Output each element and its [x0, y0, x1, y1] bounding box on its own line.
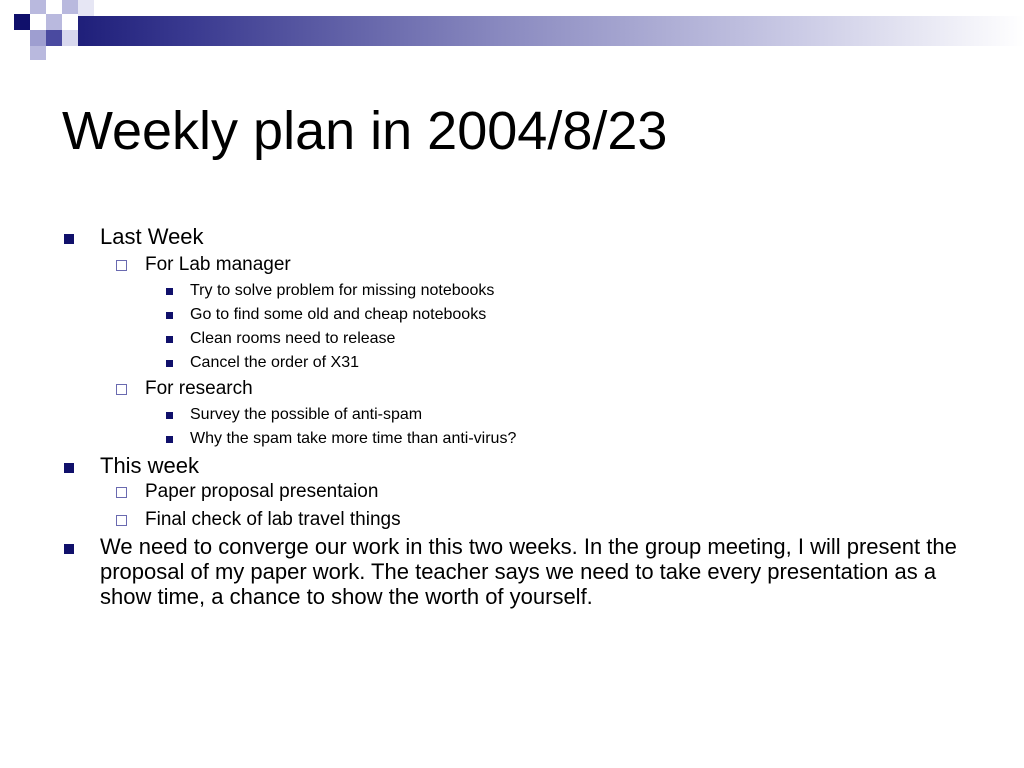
list-item	[62, 351, 982, 375]
square-bullet-icon	[166, 412, 173, 419]
square-bullet-icon	[166, 336, 173, 343]
bullet-lab-manager	[62, 251, 982, 279]
header-gradient-bar	[78, 16, 1024, 46]
bullet-text: Cancel the order of X31	[190, 354, 359, 371]
decor-square	[30, 30, 46, 46]
bullet-text: Why the spam take more time than anti-virus?	[190, 430, 517, 447]
list-item	[62, 478, 982, 506]
hollow-square-bullet-icon	[116, 384, 127, 395]
list-item	[62, 427, 982, 451]
bullet-text: Last Week	[100, 224, 204, 249]
square-bullet-icon	[64, 544, 74, 554]
decor-square	[14, 14, 30, 30]
list-item	[62, 506, 982, 534]
square-bullet-icon	[64, 463, 74, 473]
square-bullet-icon	[166, 360, 173, 367]
square-bullet-icon	[166, 312, 173, 319]
decor-square	[30, 0, 46, 14]
square-bullet-icon	[166, 288, 173, 295]
bullet-last-week	[62, 224, 982, 249]
bullet-text: We need to converge our work in this two weeks. In the group meeting, I will present the proposal of my paper work. The teacher says we need to take every presentation as a show time, a chance to show the worth of yourself.	[100, 534, 957, 609]
square-bullet-icon	[64, 234, 74, 244]
bullet-text: For Lab manager	[145, 254, 291, 275]
list-item	[62, 279, 982, 303]
bullet-text: This week	[100, 453, 200, 478]
bullet-this-week	[62, 453, 982, 478]
bullet-text: Survey the possible of anti-spam	[190, 406, 423, 423]
decor-square	[30, 46, 46, 60]
hollow-square-bullet-icon	[116, 487, 127, 498]
hollow-square-bullet-icon	[116, 260, 127, 271]
decor-square	[62, 0, 78, 14]
bullet-text: Go to find some old and cheap notebooks	[190, 306, 487, 323]
decor-square	[46, 14, 62, 30]
decor-square	[46, 30, 62, 46]
decor-square	[62, 30, 78, 46]
bullet-research	[62, 375, 982, 403]
bullet-text: Final check of lab travel things	[145, 509, 401, 530]
bullet-note	[62, 534, 980, 609]
square-bullet-icon	[166, 436, 173, 443]
list-item	[62, 303, 982, 327]
bullet-text: Paper proposal presentaion	[145, 481, 379, 502]
slide-title: Weekly plan in 2004/8/23	[62, 101, 668, 161]
list-item	[62, 327, 982, 351]
hollow-square-bullet-icon	[116, 515, 127, 526]
list-item	[62, 403, 982, 427]
bullet-text: For research	[145, 378, 253, 399]
bullet-text: Try to solve problem for missing notebooks	[190, 282, 495, 299]
slide-content	[62, 224, 982, 609]
decor-square	[78, 0, 94, 16]
bullet-text: Clean rooms need to release	[190, 330, 396, 347]
